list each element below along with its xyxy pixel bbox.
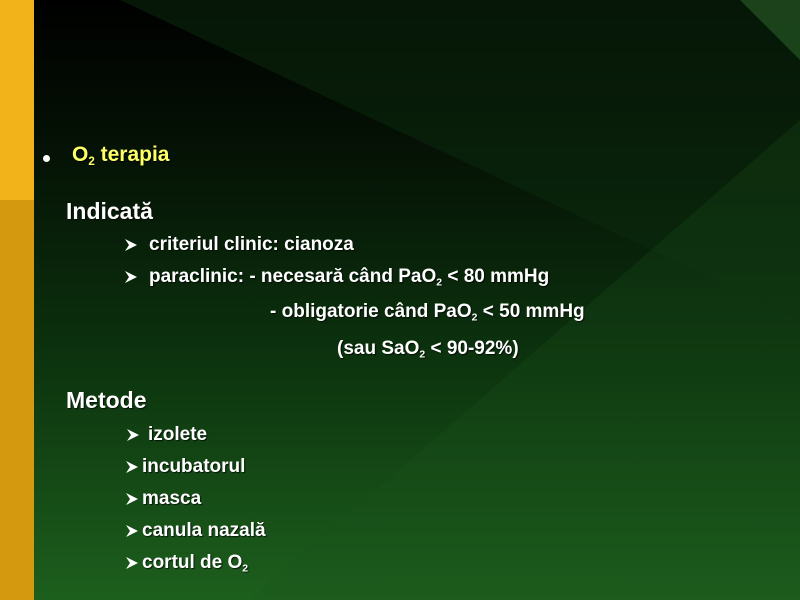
cortul-subscript: 2 xyxy=(242,563,249,575)
paraclinic-text: paraclinic: - necesară când PaO xyxy=(149,266,437,287)
heading-indicata: Indicată xyxy=(66,198,153,224)
heading-metode: Metode xyxy=(66,387,147,413)
cortul-text: cortul de O xyxy=(142,552,243,573)
accent-bar-top xyxy=(0,0,34,200)
indicata-item-paraclinic xyxy=(149,266,549,288)
obligatorie-text: - obligatorie când PaO xyxy=(270,301,472,322)
metode-item-incubatorul: incubatorul xyxy=(142,456,246,477)
metode-item-izolete: izolete xyxy=(148,424,208,445)
arrowhead-bullet-icon xyxy=(124,270,138,284)
sao2-subscript: 2 xyxy=(419,349,426,361)
obligatorie-subscript: 2 xyxy=(471,312,478,324)
accent-bar-bottom xyxy=(0,200,34,600)
metode-item-cortul xyxy=(142,552,248,574)
sao2-text: (sau SaO xyxy=(337,338,420,359)
round-bullet-icon xyxy=(43,155,50,162)
indicata-item-obligatorie xyxy=(270,301,585,323)
metode-item-masca: masca xyxy=(142,488,202,509)
arrowhead-bullet-icon xyxy=(125,556,139,570)
title-suffix: terapia xyxy=(94,143,170,166)
title-subscript: 2 xyxy=(88,156,95,169)
paraclinic-threshold: < 80 mmHg xyxy=(442,266,550,287)
metode-item-canula: canula nazală xyxy=(142,520,266,541)
arrowhead-bullet-icon xyxy=(126,428,140,442)
indicata-item-sao2 xyxy=(337,338,519,360)
title-prefix: O xyxy=(72,143,89,166)
arrowhead-bullet-icon xyxy=(125,460,139,474)
arrowhead-bullet-icon xyxy=(125,524,139,538)
arrowhead-bullet-icon xyxy=(124,238,138,252)
obligatorie-threshold: < 50 mmHg xyxy=(477,301,585,322)
indicata-item-clinic: criteriul clinic: cianoza xyxy=(149,234,354,255)
slide-title xyxy=(72,143,169,167)
sao2-threshold: < 90-92%) xyxy=(425,338,519,359)
arrowhead-bullet-icon xyxy=(125,492,139,506)
paraclinic-subscript: 2 xyxy=(436,277,443,289)
